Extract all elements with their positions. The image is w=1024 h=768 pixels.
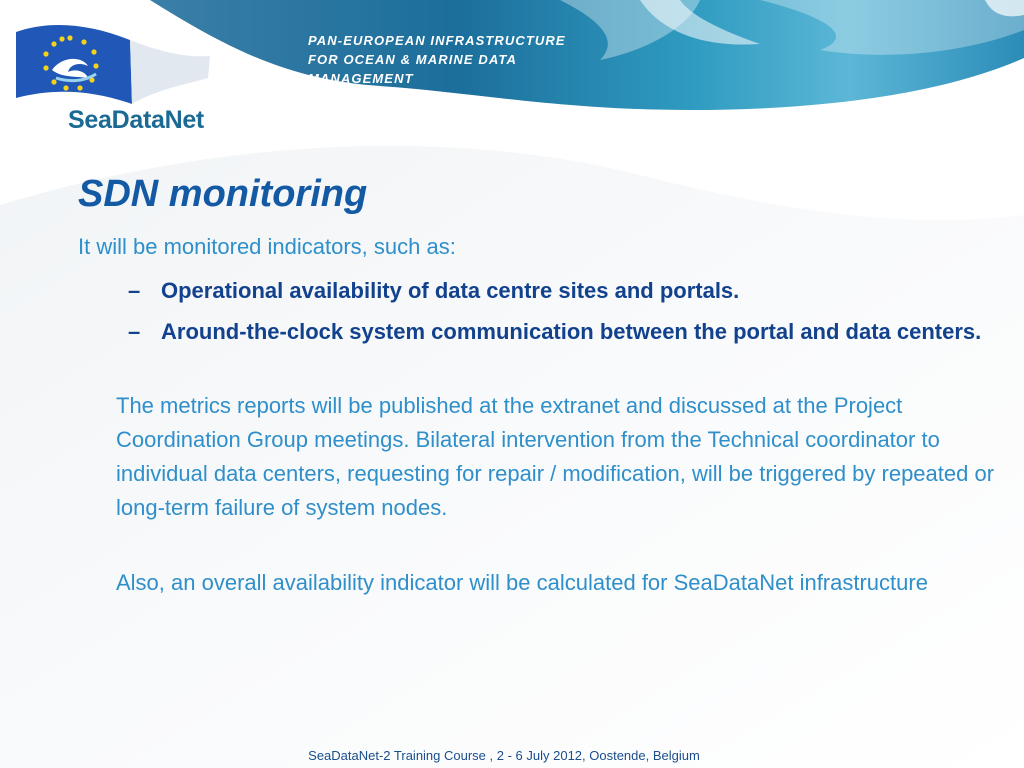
tagline-line-2: FOR OCEAN & MARINE DATA bbox=[308, 52, 517, 67]
eu-flag-wave-icon bbox=[10, 18, 210, 110]
sub-bullet-item bbox=[128, 274, 998, 308]
sub-bullet-text: Around-the-clock system communication between the portal and data centers. bbox=[161, 319, 982, 344]
sub-bullet-text: Operational availability of data centre sites and portals. bbox=[161, 278, 740, 303]
slide-title: SDN monitoring bbox=[78, 173, 368, 215]
sub-bullet-item bbox=[128, 315, 998, 349]
header-tagline bbox=[308, 31, 628, 88]
seadatanet-logo bbox=[10, 18, 250, 138]
tagline-line-3: MANAGEMENT bbox=[308, 71, 414, 86]
intro-text: It will be monitored indicators, such as: bbox=[78, 234, 456, 259]
metrics-paragraph: The metrics reports will be published at the extranet and discussed at the Project Coordination Group meetings. Bilateral intervention from the Technical coordinator to individual data centers, requesting for repair / modification, will be triggered by repeated or long-term failure of system nodes. bbox=[116, 393, 995, 520]
tagline-line-1: PAN-EUROPEAN INFRASTRUCTURE bbox=[308, 33, 566, 48]
slide-footer: SeaDataNet-2 Training Course , 2 - 6 July 2012, Oostende, Belgium bbox=[308, 748, 700, 763]
dash-marker: – bbox=[128, 319, 141, 344]
availability-paragraph: Also, an overall availability indicator will be calculated for SeaDataNet infrastructure bbox=[116, 570, 928, 595]
logo-wordmark: SeaDataNet bbox=[68, 106, 204, 134]
dash-marker: – bbox=[128, 278, 141, 303]
